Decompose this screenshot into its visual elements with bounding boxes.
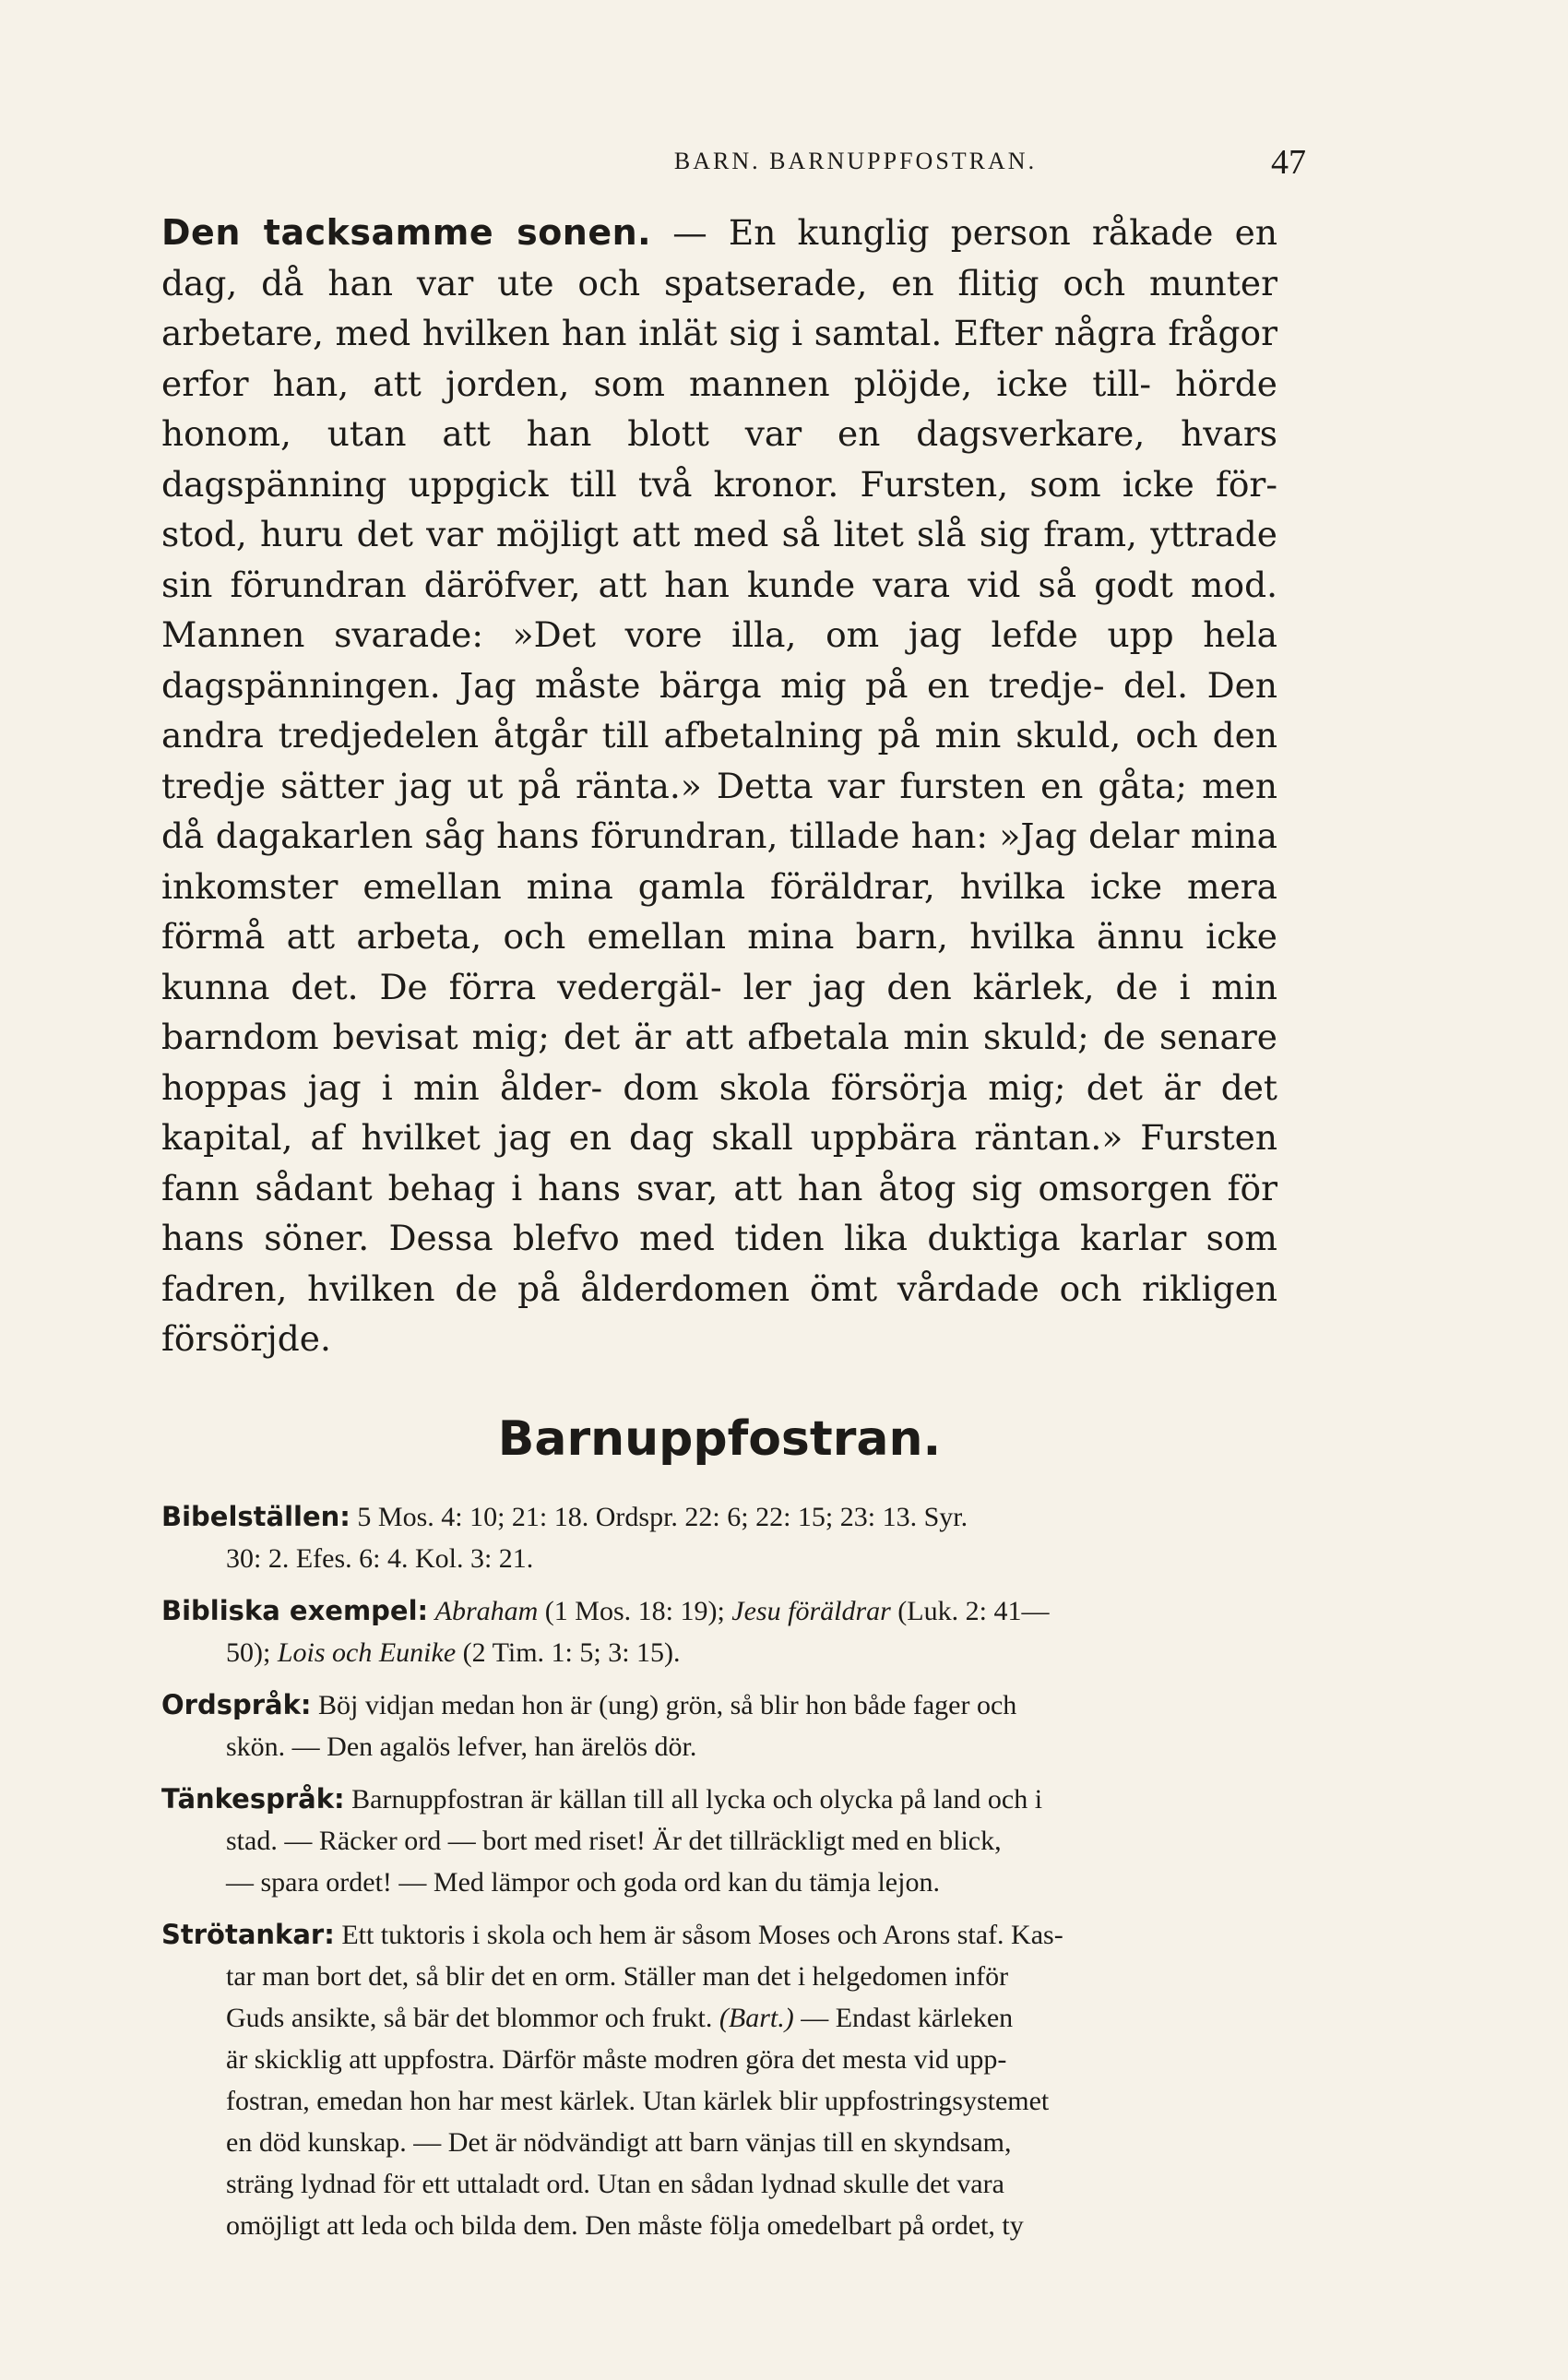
entry-bibelstallen — [161, 1496, 1277, 1579]
story-line: — En kunglig person råkade — [651, 212, 1214, 253]
entry-text: 50); — [226, 1637, 278, 1668]
story-paragraph — [161, 208, 1277, 1364]
entry-text: — Endast kärleken — [793, 2003, 1014, 2033]
entry-bibliska-exempel — [161, 1590, 1277, 1673]
entry-text — [428, 1596, 435, 1626]
entry-text: en död kunskap. — Det är nödvändigt att barn vänjas till en skyndsam, — [226, 2127, 1012, 2158]
entry-ordsprak — [161, 1684, 1277, 1767]
entry-text: Guds ansikte, så bär det blommor och frukt. — [226, 2003, 719, 2033]
entry-text: Böj vidjan medan hon är (ung) grön, så blir hon både fager och — [311, 1690, 1017, 1720]
entry-text: Ett tuktoris i skola och hem är såsom Moses och Arons staf. Kas- — [334, 1920, 1063, 1950]
story-line: yttrade sin förundran däröfver, att han kunde vara vid så — [161, 514, 1277, 605]
story-line: stod, huru det var möjligt att med så litet slå sig fram, — [161, 514, 1137, 554]
entry-tankesprak — [161, 1779, 1277, 1903]
story-line: ler jag den kärlek, de i min barndom bevisat mig; det är — [161, 966, 1278, 1057]
entry-text: — spara ordet! — Med lämpor och goda ord kan du tämja lejon. — [226, 1867, 940, 1898]
page-number: 47 — [1271, 143, 1306, 182]
entry-text: (2 Tim. 1: 5; 3: 15). — [456, 1637, 681, 1668]
story-line: föräldrar, hvilka icke mera förmå att arbeta, och emellan — [161, 865, 1278, 957]
entry-text-italic: (Bart.) — [719, 2003, 794, 2033]
running-title: BARN. BARNUPPFOSTRAN. — [673, 148, 1038, 174]
story-line: mina barn, hvilka ännu icke kunna det. De förra vedergäl- — [161, 916, 1277, 1007]
story-line: dom skola försörja mig; det är det kapital, af hvilket jag — [161, 1066, 1277, 1158]
entry-label: Strötankar: — [161, 1919, 335, 1950]
story-line: arbetare, med hvilken han inlät sig i samtal. Efter några — [161, 313, 1157, 353]
story-line: skuld, och den tredje sätter jag ut på ränta.» Detta var — [161, 715, 1277, 806]
story-line: godt mod. Mannen svarade: »Det vore illa, om jag lefde — [161, 564, 1277, 655]
entry-text: fostran, emedan hon har mest kärlek. Utan kärlek blir uppfostringsystemet — [226, 2086, 1050, 2116]
entry-label: Ordspråk: — [161, 1689, 312, 1720]
entry-text-italic: Lois och Eunike — [277, 1637, 457, 1668]
entry-text: stad. — Räcker ord — bort med riset! Är det tillräckligt med en blick, — [226, 1826, 1002, 1856]
entry-text: (Luk. 2: 41— — [890, 1596, 1050, 1626]
section-title: Barnuppfostran. — [497, 1411, 942, 1467]
entry-label: Tänkespråk: — [161, 1783, 345, 1815]
story-line: att afbetala min skuld; de senare hoppas jag i min ålder- — [161, 1017, 1278, 1108]
entry-text: Barnuppfostran är källan till all lycka och olycka på land och i — [344, 1784, 1043, 1815]
story-line: de på ålderdomen ömt vårdade och rikligen försörjde. — [161, 1267, 1278, 1359]
story-heading: Den tacksamme sonen. — [161, 212, 652, 253]
story-line: tillade han: »Jag delar mina inkomster emellan mina gamla — [161, 815, 1277, 907]
story-line: en dag skall uppbära räntan.» Fursten fann sådant behag — [161, 1117, 1277, 1208]
entry-text: tar man bort det, så blir det en orm. Ställer man det i helgedomen inför — [226, 1961, 1009, 1992]
running-head — [161, 143, 1306, 194]
entry-label: Bibelställen: — [161, 1501, 350, 1532]
entry-text-italic: Jesu föräldrar — [731, 1596, 891, 1626]
story-line: i hans svar, att han åtog sig omsorgen för hans söner. Dessa — [161, 1167, 1277, 1258]
story-line: blefvo med tiden lika duktiga karlar som fadren, hvilken — [161, 1218, 1277, 1309]
story-line: upp hela dagspänningen. Jag måste bärga mig på en tredje- — [161, 614, 1277, 706]
entry-text: är skicklig att uppfostra. Därför måste modren göra det mesta vid upp- — [226, 2044, 1007, 2075]
story-line: hörde honom, utan att han blott var en dagsverkare, hvars — [161, 363, 1277, 454]
entry-text-italic: Abraham — [434, 1596, 539, 1626]
entry-text: 5 Mos. 4: 10; 21: 18. Ordspr. 22: 6; 22: 15; 23: 13. Syr. — [350, 1502, 968, 1532]
entry-text: 30: 2. Efes. 6: 4. Kol. 3: 21. — [226, 1543, 534, 1574]
story-line: frågor erfor han, att jorden, som mannen plöjde, icke till- — [161, 313, 1278, 404]
entry-text: skön. — Den agalös lefver, han ärelös dör. — [226, 1731, 697, 1762]
entry-label: Bibliska exempel: — [161, 1595, 429, 1626]
reference-list — [161, 1496, 1277, 2257]
story-line: fursten en gåta; men då dagakarlen såg hans förundran, — [161, 765, 1278, 856]
story-line: dagspänning uppgick till två kronor. Fursten, som icke för- — [161, 463, 1277, 505]
entry-text: (1 Mos. 18: 19); — [538, 1596, 732, 1626]
story-line: en dag, då han var ute och spatserade, en flitig och munter — [161, 212, 1277, 303]
entry-text: omöjligt att leda och bilda dem. Den måste följa omedelbart på ordet, ty — [226, 2210, 1024, 2241]
entry-strotankar — [161, 1914, 1277, 2246]
entry-text: sträng lydnad för ett uttaladt ord. Utan en sådan lydnad skulle det vara — [226, 2169, 1004, 2199]
story-line: del. Den andra tredjedelen åtgår till afbetalning på min — [161, 664, 1277, 756]
